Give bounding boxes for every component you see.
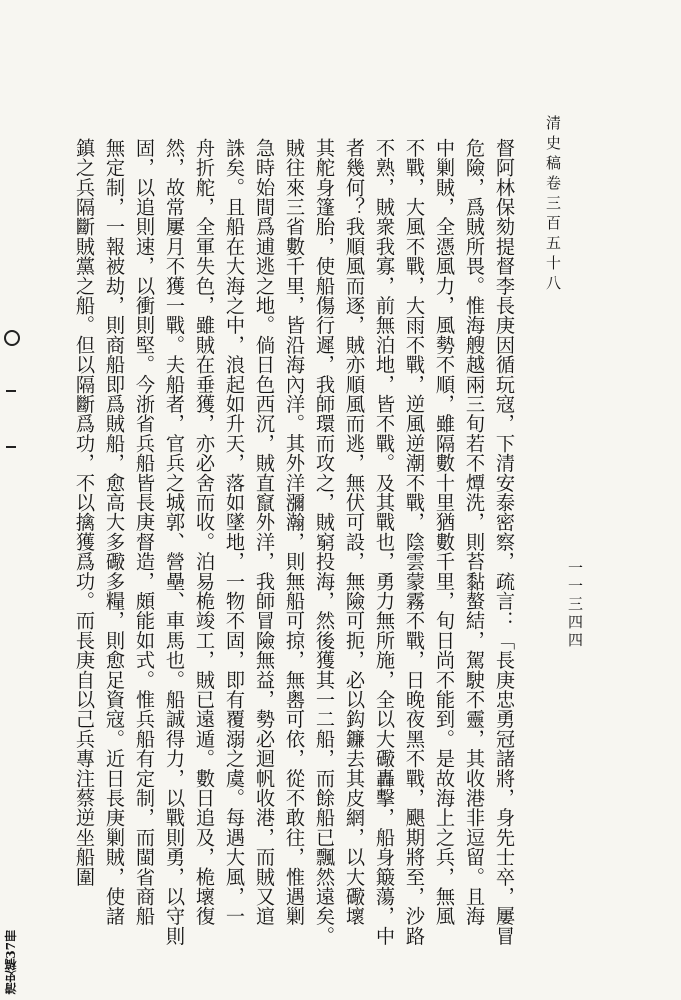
- text-column: 賊往來三省數千里，皆沿海內洋。其外洋瀰瀚，則無船可掠，無嶴可依，從不敢往，惟遇剿: [283, 138, 306, 926]
- text-column: 舟折舵，全軍失色，雖賊在垂獲，亦必舍而收。泊易桅竣工，賊已遠遁。數日追及，桅壞復: [193, 138, 216, 926]
- body-text: [73, 138, 518, 946]
- text-column: 不戰，大風不戰，大雨不戰，逆風逆潮不戰，陰雲蒙霧不戰，日晚夜黑不戰，颶期將至，沙路: [403, 138, 426, 946]
- margin-tick: [6, 390, 16, 392]
- text-column: 其舵身篷胎，使船傷行遲，我師環而攻之，賊窮投海，然後獲其一二船，而餘船已飄然遠矣。: [313, 138, 336, 946]
- text-column: 者幾何？我順風而逐，賊亦順風而逃，無伏可設，無險可扼，必以鈎鐮去其皮網，以大礮壞: [343, 138, 366, 926]
- text-column: 急時始間爲逋逃之地。倘日色西沉，賊直竄外洋，我師冒險無益，勢必迴帆收港，而賊又逭: [253, 138, 276, 926]
- running-header-title: 清史稿卷三百五十八: [544, 115, 562, 295]
- text-column: 然，故常屢月不獲一戰。夫船者，官兵之城郭、營壘、車馬也。船誠得力，以戰則勇，以守則: [163, 138, 186, 946]
- text-column: 不熟，賊衆我寡，前無泊地，皆不戰。及其戰也，勇力無所施，全以大礮轟擊，船身簸蕩，中: [373, 138, 396, 946]
- binding-hole-icon: [4, 330, 20, 346]
- binding-margin: [0, 330, 24, 1000]
- text-column: 督阿林保劾提督李長庚因循玩寇，下清安泰密察，疏言：「長庚忠勇冠諸將，身先士卒，屢冒: [493, 138, 516, 946]
- volume-label: 清史稿37冊: [4, 930, 18, 995]
- page-number: 一一三四四: [566, 560, 584, 650]
- text-column: 危險，爲賊所畏。惟海艘越兩三旬若不燂洗，則苔黏螯結，駕駛不靈，其收港非逗留。且海: [463, 138, 486, 926]
- text-column: 鎮之兵隔斷賊黨之船。但以隔斷爲功，不以擒獲爲功。而長庚自以己兵專注蔡逆坐船圍: [73, 138, 96, 887]
- text-column: 誅矣。且船在大海之中，浪起如升天，落如墜地，一物不固，即有覆溺之虞。每遇大風，一: [223, 138, 246, 926]
- text-column: 無定制，一報被劫，則商船即爲賊船，愈高大多礮多糧，則愈足資寇。近日長庚剿賊，使諸: [103, 138, 126, 926]
- text-column: 固，以追則速，以衝則堅。今浙省兵船皆長庚督造，頗能如式。惟兵船有定制，而閩省商船: [133, 138, 156, 926]
- text-column: 中剿賊，全憑風力，風勢不順，雖隔數十里猶數千里，旬日尚不能到。是故海上之兵，無風: [433, 138, 456, 926]
- margin-tick: [6, 446, 16, 448]
